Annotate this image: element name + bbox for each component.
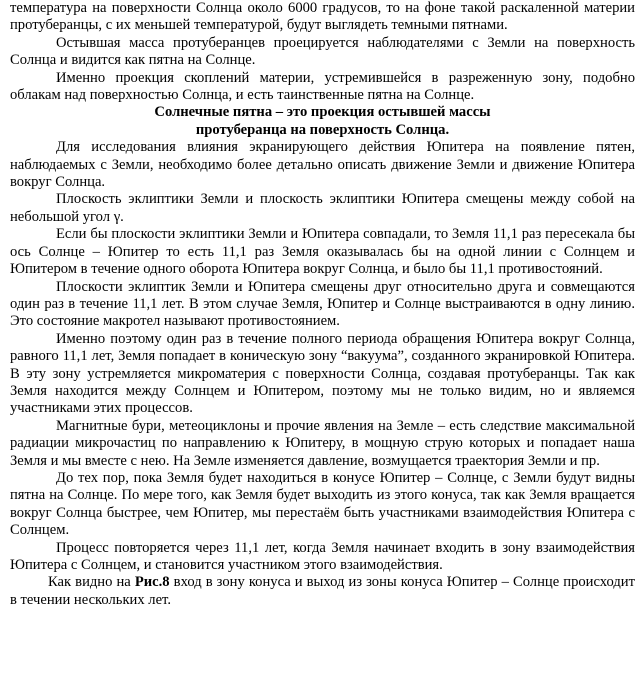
paragraph: Плоскости эклиптик Земли и Юпитера смещены друг относительно друга и совмещаются один раз в течение 11,1 лет. В этом случае Земля, Юпитер и Солнце выстраиваются в одну линию. Это состояние макротел называют противостоянием. xyxy=(10,278,635,330)
section-heading-line-1: Солнечные пятна – это проекция остывшей массы xyxy=(154,104,491,121)
paragraph: Остывшая масса протуберанцев проецируется наблюдателями с Земли на поверхность Солнца и видится как пятна на Солнце. xyxy=(10,34,635,69)
figure-reference: Рис.8 xyxy=(134,574,170,591)
paragraph: Для исследования влияния экранирующего действия Юпитера на появление пятен, наблюдаемых с Земли, необходимо более детально описать движение Земли и движение Юпитера вокруг Солнца. xyxy=(10,139,635,191)
paragraph: Если бы плоскости эклиптики Земли и Юпитера совпадали, то Земля 11,1 раз пересекала бы ось Солнце – Юпитер то есть 11,1 раз Земля оказывалась бы на одной линии с Солнцем и Юпитером в течение одного оборота Юпитера вокруг Солнца, и было бы 11,1 противостояний. xyxy=(10,226,635,278)
section-heading-line-2: протуберанца на поверхность Солнца xyxy=(195,121,446,138)
paragraph-last xyxy=(10,574,635,609)
paragraph: Магнитные бури, метеоциклоны и прочие явления на Земле – есть следствие максимальной радиации микрочастиц по направлению к Юпитеру, в мощную струю которых и попадает наша Земля и мы вместе с нею. На Земле изменяется давление, возмущается траектория Земли и пр. xyxy=(10,417,635,469)
paragraph: Именно поэтому один раз в течение полного периода обращения Юпитера вокруг Солнца, равного 11,1 лет, Земля попадает в коническую зону “вакуума”, созданного экранировкой Юпитера. В эту зону устремляется микроматерия с поверхности Солнца, создавая протуберанцы. Так как Земля находится между Солнцем и Юпитером, поэтому мы не только видим, но и являемся участниками этих процессов. xyxy=(10,330,635,417)
paragraph: Плоскость эклиптики Земли и плоскость эклиптики Юпитера смещены между собой на небольшой угол γ. xyxy=(10,191,635,225)
last-text-before: Как видно на xyxy=(48,574,135,591)
paragraph: Процесс повторяется через 11,1 лет, когда Земля начинает входить в зону взаимодействия Юпитера с Солнцем, и становится участником этого взаимодействия. xyxy=(10,539,635,573)
paragraph: Именно проекция скоплений материи, устремившейся в разреженную зону, подобно облакам над поверхностью Солнца, и есть таинственные пятна на Солнце. xyxy=(10,69,635,104)
section-heading: Солнечные пятна – это проекция остывшей массы протуберанца на поверхность Солнца. xyxy=(10,104,635,139)
paragraph: До тех пор, пока Земля будет находиться в конусе Юпитер – Солнце, с Земли будут видны пятна на Солнце. По мере того, как Земля будет выходить из этого конуса, так как Земля вращается вокруг Солнца быстрее, чем Юпитер, мы перестаём быть участниками взаимодействия Юпитера с Солнцем. xyxy=(10,469,635,539)
paragraph: температура на поверхности Солнца около 6000 градусов, то на фоне такой раскаленной материи протуберанцы, с их меньшей температурой, будут выглядеть темными пятнами. xyxy=(10,0,635,34)
last-text-after: вход в зону конуса и выход из зоны конуса Юпитер – Солнце происходит в течении нескольких лет. xyxy=(10,574,635,608)
